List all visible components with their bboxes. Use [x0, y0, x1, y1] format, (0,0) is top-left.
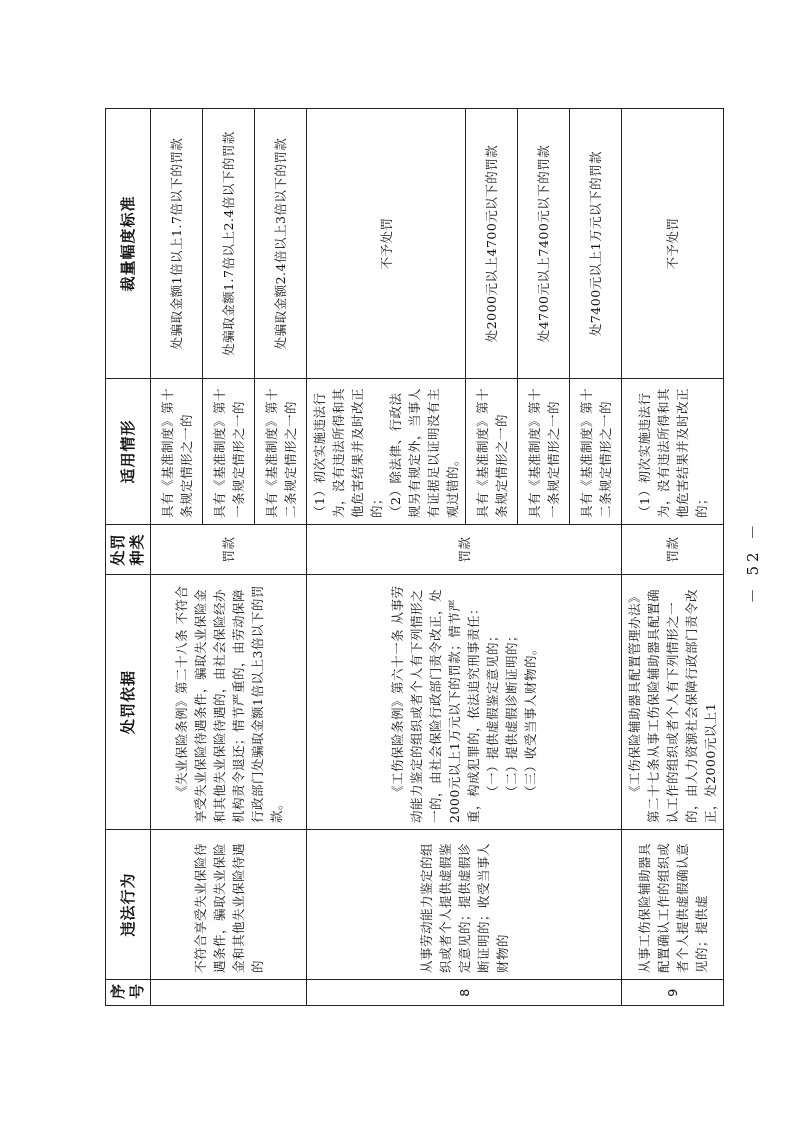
cell-situation: 具有《基准制度》第十二条规定情形之一的 — [255, 379, 307, 525]
basis-item: （二）提供虚假诊断证明的； — [504, 628, 519, 798]
header-situation: 适用情形 — [106, 379, 151, 525]
cell-situation: 具有《基准制度》第十二条规定情形之一的 — [570, 379, 622, 525]
cell-basis: 《工伤保险辅助器具配置管理办法》第二十七条从事工伤保险辅助器具配置确认工作的组织或者个人有下列情形之一的，由人力资源社会保障行政部门责令改正，处2000元以上1 — [622, 575, 724, 830]
header-act: 违法行为 — [106, 830, 151, 980]
cell-seq — [151, 980, 307, 1006]
cell-act: 从事劳动能力鉴定的组织或者个人提供虚假鉴定意见的；提供虚假诊断证明的；收受当事人财物的 — [307, 830, 622, 980]
cell-standard: 不予处罚 — [307, 109, 466, 379]
cell-type: 罚款 — [622, 525, 724, 575]
cell-act: 不符合享受失业保险待遇条件，骗取失业保险金和其他失业保险待遇的 — [151, 830, 307, 980]
header-seq: 序号 — [106, 980, 151, 1006]
table-header-row — [106, 109, 151, 1006]
cell-situation: 具有《基准制度》第十条规定情形之一的 — [466, 379, 518, 525]
cell-type: 罚款 — [151, 525, 307, 575]
cell-standard: 处骗取金额1.7倍以上2.4倍以下的罚款 — [203, 109, 255, 379]
cell-standard: 处骗取金额1倍以上1.7倍以下的罚款 — [151, 109, 203, 379]
table-row — [307, 109, 466, 1006]
header-standard: 裁量幅度标准 — [106, 109, 151, 379]
situation-clause: （1）初次实施违法行为，没有违法所得和其他危害结果并及时改正的； — [312, 387, 384, 518]
cell-standard: 处4700元以上7400元以下的罚款 — [518, 109, 570, 379]
cell-situation: 具有《基准制度》第十条规定情形之一的 — [151, 379, 203, 525]
page-number: － 52 － — [744, 520, 762, 604]
basis-item: （一）提供虚假鉴定意见的； — [485, 628, 500, 798]
cell-type: 罚款 — [307, 525, 622, 575]
cell-situation — [307, 379, 466, 525]
cell-basis: 《失业保险条例》第二十八条 不符合享受失业保险待遇条件，骗取失业保险金和其他失业保险待遇的，由社会保险经办机构责令退还；情节严重的，由劳动保障行政部门处骗取金额1倍以上3倍以下的罚款。 — [151, 575, 307, 830]
situation-clause: （2）除法律、行政法规另有规定外，当事人有证据足以证明没有主观过错的。 — [388, 387, 460, 518]
cell-situation: 具有《基准制度》第十一条规定情形之一的 — [203, 379, 255, 525]
cell-seq: 9 — [622, 980, 724, 1006]
cell-standard: 处骗取金额2.4倍以上3倍以下的罚款 — [255, 109, 307, 379]
cell-standard: 处7400元以上1万元以下的罚款 — [570, 109, 622, 379]
cell-basis — [307, 575, 622, 830]
basis-item: （三）收受当事人财物的。 — [523, 641, 538, 798]
cell-act: 从事工伤保险辅助器具配置确认工作的组织或者个人提供虚假确认意见的；提供虚 — [622, 830, 724, 980]
header-basis: 处罚依据 — [106, 575, 151, 830]
cell-situation: 具有《基准制度》第十一条规定情形之一的 — [518, 379, 570, 525]
header-type: 处罚种类 — [106, 525, 151, 575]
cell-situation: （1）初次实施违法行为，没有违法所得和其他危害结果并及时改正的； — [622, 379, 724, 525]
cell-seq: 8 — [307, 980, 622, 1006]
penalty-standards-table — [105, 108, 724, 1006]
table-row — [622, 109, 724, 1006]
table-row — [151, 109, 203, 1006]
cell-standard: 不予处罚 — [622, 109, 724, 379]
basis-main: 《工伤保险条例》第六十一条 从事劳动能力鉴定的组织或者个人有下列情形之一的，由社会保险行政部门责令改正，处2000元以上1万元以下的罚款；情节严重，构成犯罪的，依法追究刑事责任： — [390, 585, 481, 823]
cell-standard: 处2000元以上4700元以下的罚款 — [466, 109, 518, 379]
